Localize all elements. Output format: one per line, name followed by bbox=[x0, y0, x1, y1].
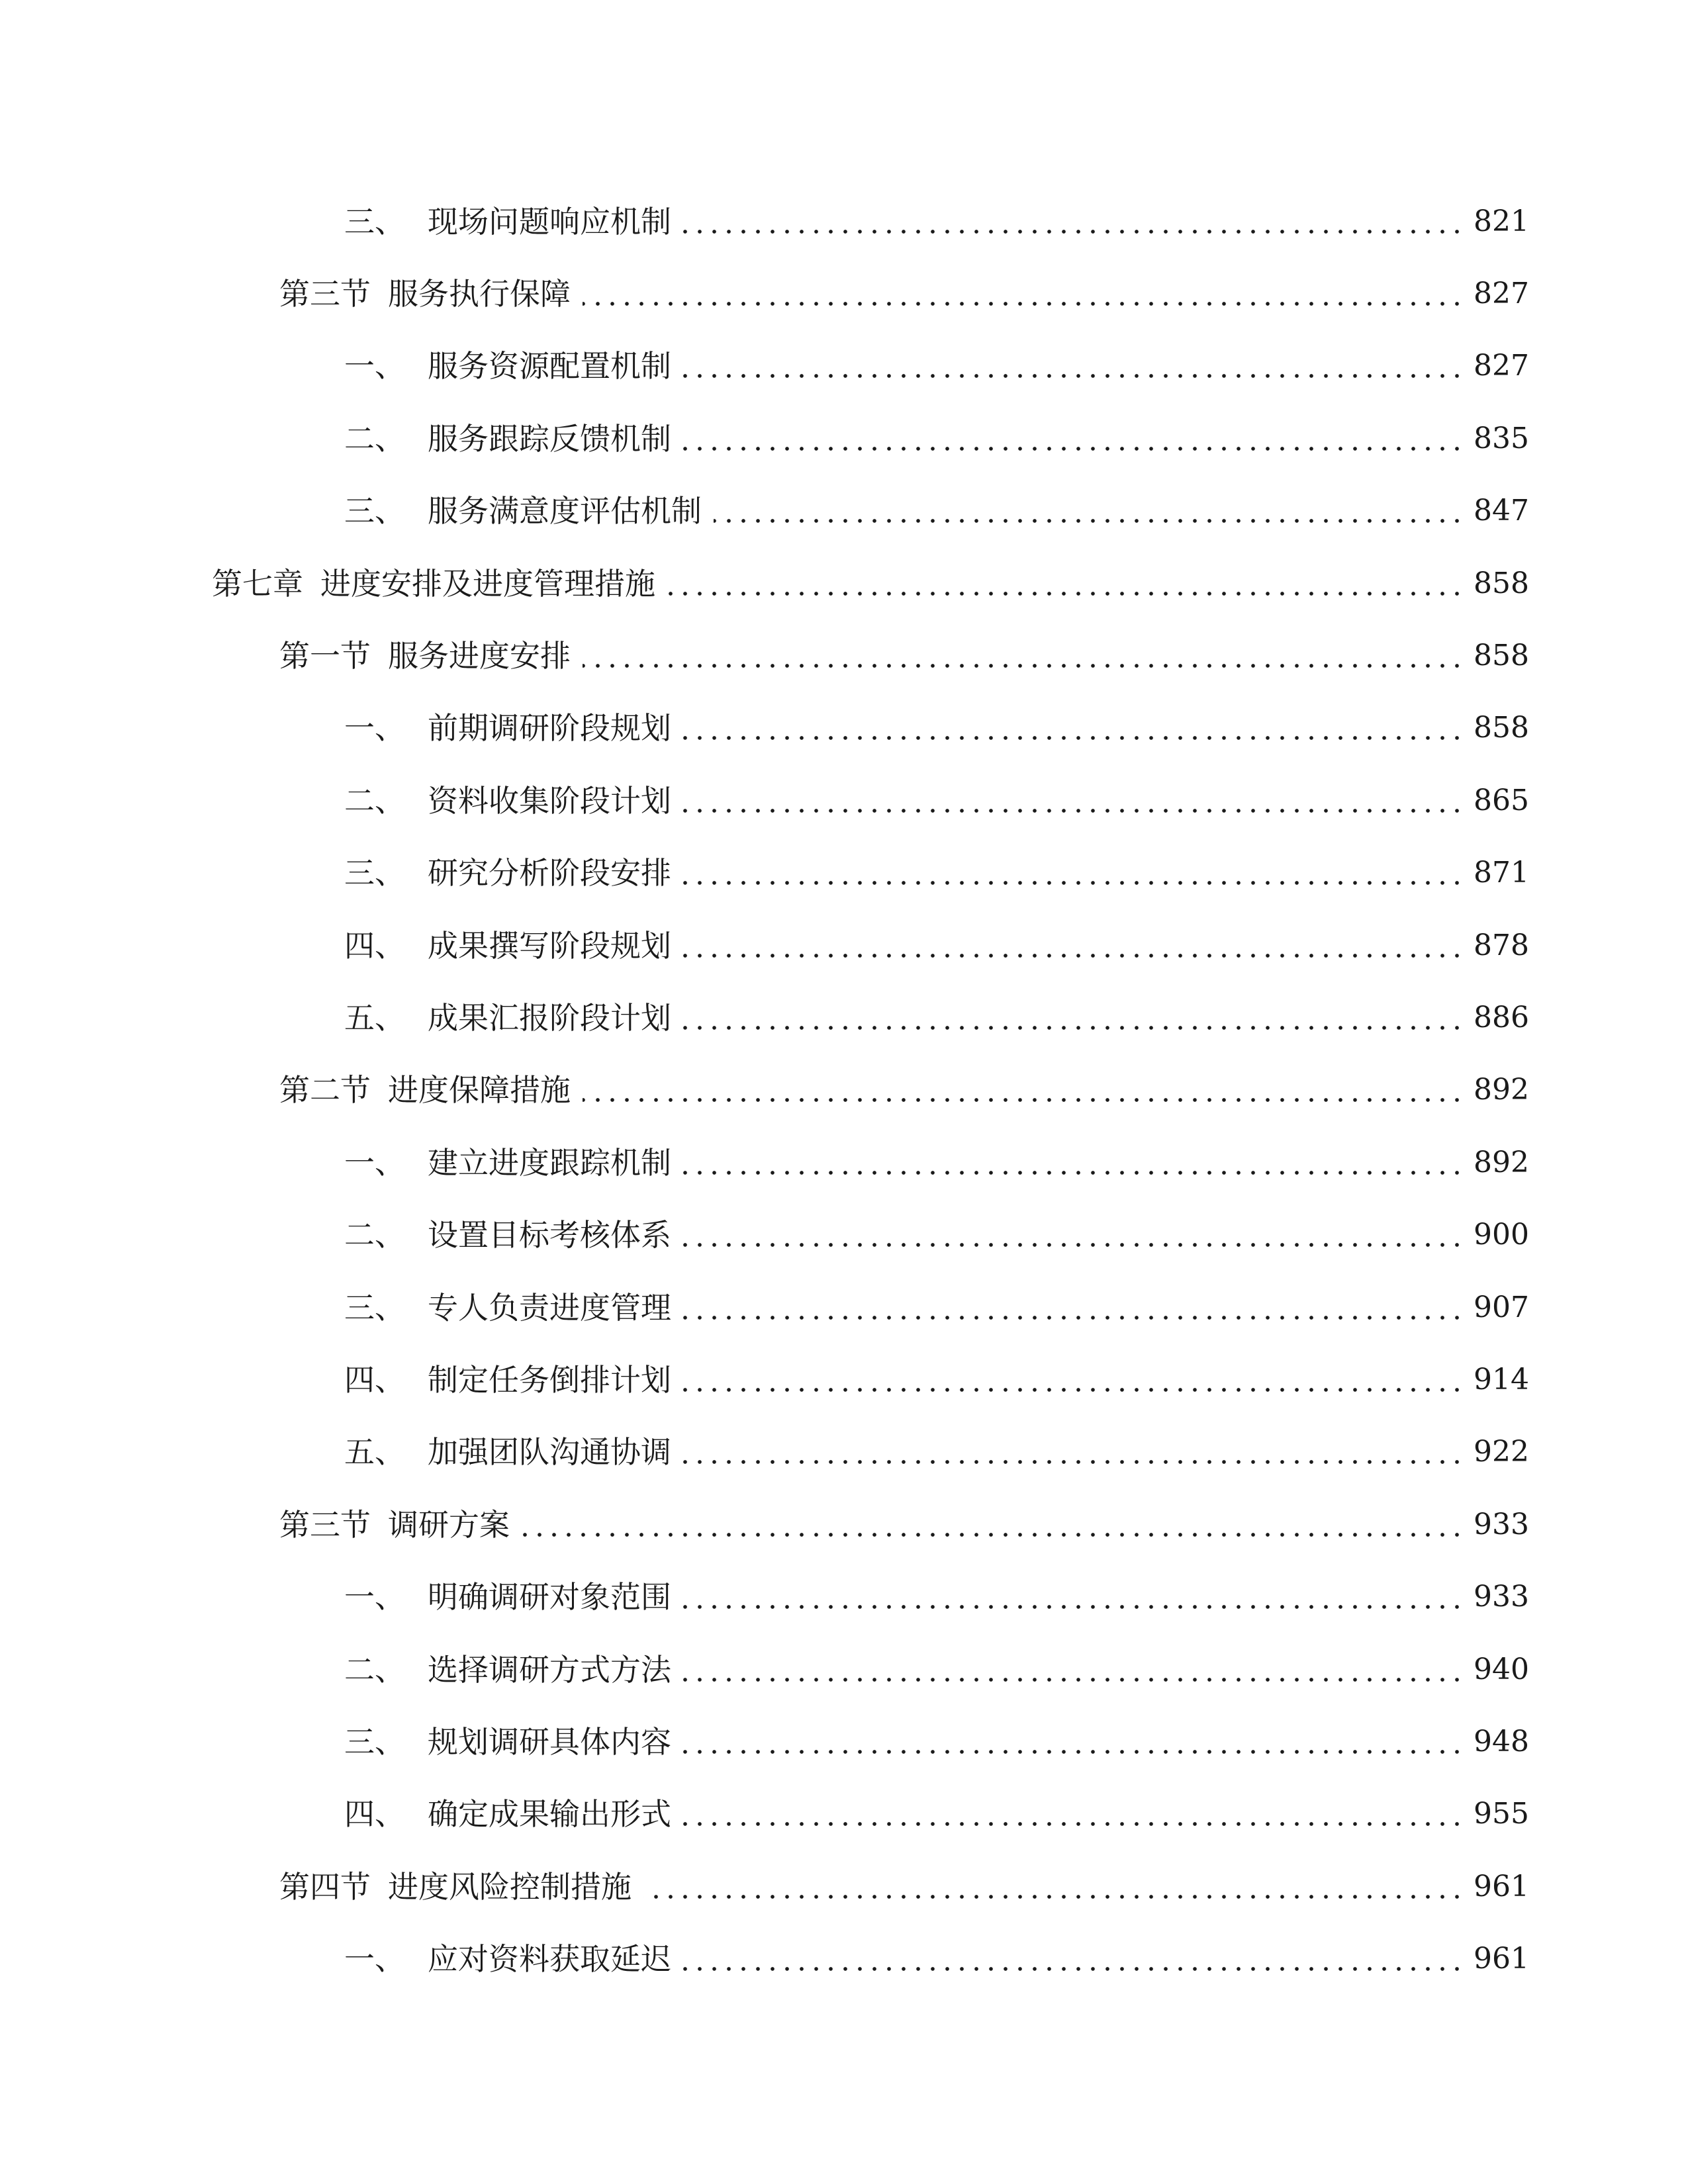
toc-entry-title: 进度风险控制措施 bbox=[388, 1868, 632, 1905]
dot-leader bbox=[683, 1171, 1464, 1175]
toc-entry-title: 服务执行保障 bbox=[388, 276, 571, 312]
toc-entry-page-number: 835 bbox=[1474, 421, 1529, 455]
toc-entry-title: 前期调研阶段规划 bbox=[428, 710, 671, 747]
dot-leader bbox=[683, 809, 1464, 813]
dot-leader bbox=[683, 1243, 1464, 1247]
toc-entry-page-number: 858 bbox=[1474, 711, 1529, 745]
toc-entry-number: 二、 bbox=[344, 420, 405, 457]
toc-entry-page-number: 865 bbox=[1474, 783, 1529, 817]
toc-entry-page-number: 871 bbox=[1474, 856, 1529, 890]
toc-entry-number: 三、 bbox=[344, 855, 405, 891]
toc-subsection-entry[interactable] bbox=[0, 1343, 1688, 1416]
toc-entry-title: 研究分析阶段安排 bbox=[428, 855, 671, 891]
toc-entry-page-number: 907 bbox=[1474, 1290, 1529, 1324]
toc-entry-title: 加强团队沟通协调 bbox=[428, 1434, 671, 1471]
toc-subsection-entry[interactable] bbox=[0, 330, 1688, 402]
toc-subsection-entry[interactable] bbox=[0, 185, 1688, 257]
toc-entry-title: 成果汇报阶段计划 bbox=[428, 999, 671, 1036]
toc-entry-title: 建立进度跟踪机制 bbox=[428, 1144, 671, 1181]
toc-subsection-entry[interactable] bbox=[0, 1633, 1688, 1706]
toc-entry-title: 明确调研对象范围 bbox=[428, 1579, 671, 1615]
toc-entry-number: 四、 bbox=[344, 1361, 405, 1398]
toc-entry-number: 五、 bbox=[344, 1434, 405, 1471]
dot-leader bbox=[643, 1895, 1464, 1899]
toc-entry-title: 调研方案 bbox=[388, 1506, 510, 1543]
toc-entry-page-number: 922 bbox=[1474, 1435, 1529, 1469]
toc-entry-number: 二、 bbox=[344, 1217, 405, 1253]
toc-section-entry[interactable] bbox=[0, 257, 1688, 330]
dot-leader bbox=[683, 1026, 1464, 1030]
toc-entry-number: 一、 bbox=[344, 1144, 405, 1181]
toc-entry-number: 四、 bbox=[344, 927, 405, 964]
dot-leader bbox=[667, 592, 1464, 596]
toc-entry-title: 进度保障措施 bbox=[388, 1072, 571, 1109]
dot-leader bbox=[714, 519, 1464, 523]
toc-entry-title: 服务满意度评估机制 bbox=[428, 493, 702, 529]
toc-subsection-entry[interactable] bbox=[0, 1271, 1688, 1343]
toc-entry-number: 一、 bbox=[344, 348, 405, 385]
toc-subsection-entry[interactable] bbox=[0, 402, 1688, 475]
dot-leader bbox=[583, 302, 1464, 306]
toc-entry-page-number: 886 bbox=[1474, 1000, 1529, 1034]
toc-section-entry[interactable] bbox=[0, 1850, 1688, 1923]
toc-entry-number: 一、 bbox=[344, 1579, 405, 1615]
toc-entry-number: 二、 bbox=[344, 782, 405, 819]
toc-entry-title: 现场问题响应机制 bbox=[428, 203, 671, 240]
toc-entry-title: 成果撰写阶段规划 bbox=[428, 927, 671, 964]
toc-entry-page-number: 827 bbox=[1474, 349, 1529, 383]
toc-entry-title: 设置目标考核体系 bbox=[428, 1217, 671, 1253]
toc-subsection-entry[interactable] bbox=[0, 1126, 1688, 1199]
toc-entry-number: 二、 bbox=[344, 1651, 405, 1688]
toc-entry-number: 第四节 bbox=[279, 1868, 371, 1905]
toc-chapter-entry[interactable] bbox=[0, 547, 1688, 619]
toc-subsection-entry[interactable] bbox=[0, 1416, 1688, 1488]
toc-subsection-entry[interactable] bbox=[0, 692, 1688, 764]
toc-entry-page-number: 892 bbox=[1474, 1073, 1529, 1107]
toc-entry-number: 四、 bbox=[344, 1796, 405, 1833]
toc-subsection-entry[interactable] bbox=[0, 981, 1688, 1054]
table-of-contents bbox=[0, 185, 1688, 1995]
dot-leader bbox=[583, 1098, 1464, 1102]
toc-entry-title: 确定成果输出形式 bbox=[428, 1796, 671, 1833]
toc-subsection-entry[interactable] bbox=[0, 1778, 1688, 1850]
toc-section-entry[interactable] bbox=[0, 1488, 1688, 1561]
toc-entry-number: 三、 bbox=[344, 203, 405, 240]
toc-subsection-entry[interactable] bbox=[0, 909, 1688, 981]
toc-subsection-entry[interactable] bbox=[0, 837, 1688, 909]
toc-entry-number: 三、 bbox=[344, 1289, 405, 1326]
toc-entry-number: 三、 bbox=[344, 493, 405, 529]
toc-entry-number: 第三节 bbox=[279, 276, 371, 312]
toc-entry-number: 一、 bbox=[344, 1941, 405, 1978]
toc-entry-title: 进度安排及进度管理措施 bbox=[320, 565, 655, 602]
toc-subsection-entry[interactable] bbox=[0, 475, 1688, 547]
toc-entry-number: 三、 bbox=[344, 1723, 405, 1760]
dot-leader bbox=[683, 1822, 1464, 1826]
toc-entry-number: 五、 bbox=[344, 999, 405, 1036]
toc-entry-page-number: 900 bbox=[1474, 1218, 1529, 1252]
toc-subsection-entry[interactable] bbox=[0, 1706, 1688, 1778]
dot-leader bbox=[683, 954, 1464, 958]
toc-entry-page-number: 961 bbox=[1474, 1942, 1529, 1976]
toc-entry-title: 选择调研方式方法 bbox=[428, 1651, 671, 1688]
dot-leader bbox=[683, 1388, 1464, 1392]
toc-entry-number: 第七章 bbox=[212, 565, 303, 602]
toc-section-entry[interactable] bbox=[0, 1054, 1688, 1126]
toc-entry-page-number: 858 bbox=[1474, 639, 1529, 673]
toc-entry-number: 第三节 bbox=[279, 1506, 371, 1543]
dot-leader bbox=[683, 736, 1464, 740]
toc-entry-page-number: 827 bbox=[1474, 277, 1529, 311]
dot-leader bbox=[683, 1678, 1464, 1682]
toc-entry-page-number: 892 bbox=[1474, 1145, 1529, 1179]
dot-leader bbox=[683, 447, 1464, 451]
toc-entry-page-number: 858 bbox=[1474, 566, 1529, 600]
dot-leader bbox=[683, 1967, 1464, 1971]
toc-subsection-entry[interactable] bbox=[0, 764, 1688, 837]
toc-entry-page-number: 821 bbox=[1474, 204, 1529, 238]
toc-entry-page-number: 914 bbox=[1474, 1362, 1529, 1396]
toc-subsection-entry[interactable] bbox=[0, 1561, 1688, 1633]
dot-leader bbox=[583, 664, 1464, 668]
toc-entry-title: 资料收集阶段计划 bbox=[428, 782, 671, 819]
toc-entry-title: 制定任务倒排计划 bbox=[428, 1361, 671, 1398]
toc-entry-page-number: 878 bbox=[1474, 928, 1529, 962]
toc-entry-page-number: 961 bbox=[1474, 1869, 1529, 1903]
dot-leader bbox=[683, 1316, 1464, 1320]
dot-leader bbox=[683, 1605, 1464, 1609]
toc-entry-page-number: 933 bbox=[1474, 1507, 1529, 1541]
toc-entry-page-number: 948 bbox=[1474, 1724, 1529, 1758]
toc-entry-number: 一、 bbox=[344, 710, 405, 747]
toc-entry-title: 规划调研具体内容 bbox=[428, 1723, 671, 1760]
dot-leader bbox=[522, 1533, 1464, 1537]
dot-leader bbox=[683, 374, 1464, 378]
toc-entry-page-number: 955 bbox=[1474, 1797, 1529, 1831]
toc-entry-page-number: 847 bbox=[1474, 494, 1529, 528]
dot-leader bbox=[683, 1460, 1464, 1464]
dot-leader bbox=[683, 230, 1464, 234]
toc-entry-title: 应对资料获取延迟 bbox=[428, 1941, 671, 1978]
toc-entry-number: 第一节 bbox=[279, 638, 371, 674]
toc-entry-title: 服务资源配置机制 bbox=[428, 348, 671, 385]
toc-entry-title: 服务进度安排 bbox=[388, 638, 571, 674]
toc-subsection-entry[interactable] bbox=[0, 1923, 1688, 1995]
toc-entry-page-number: 933 bbox=[1474, 1580, 1529, 1614]
toc-entry-number: 第二节 bbox=[279, 1072, 371, 1109]
toc-section-entry[interactable] bbox=[0, 619, 1688, 692]
toc-subsection-entry[interactable] bbox=[0, 1199, 1688, 1271]
dot-leader bbox=[683, 881, 1464, 885]
toc-entry-page-number: 940 bbox=[1474, 1652, 1529, 1686]
toc-entry-title: 专人负责进度管理 bbox=[428, 1289, 671, 1326]
toc-entry-title: 服务跟踪反馈机制 bbox=[428, 420, 671, 457]
dot-leader bbox=[683, 1750, 1464, 1754]
